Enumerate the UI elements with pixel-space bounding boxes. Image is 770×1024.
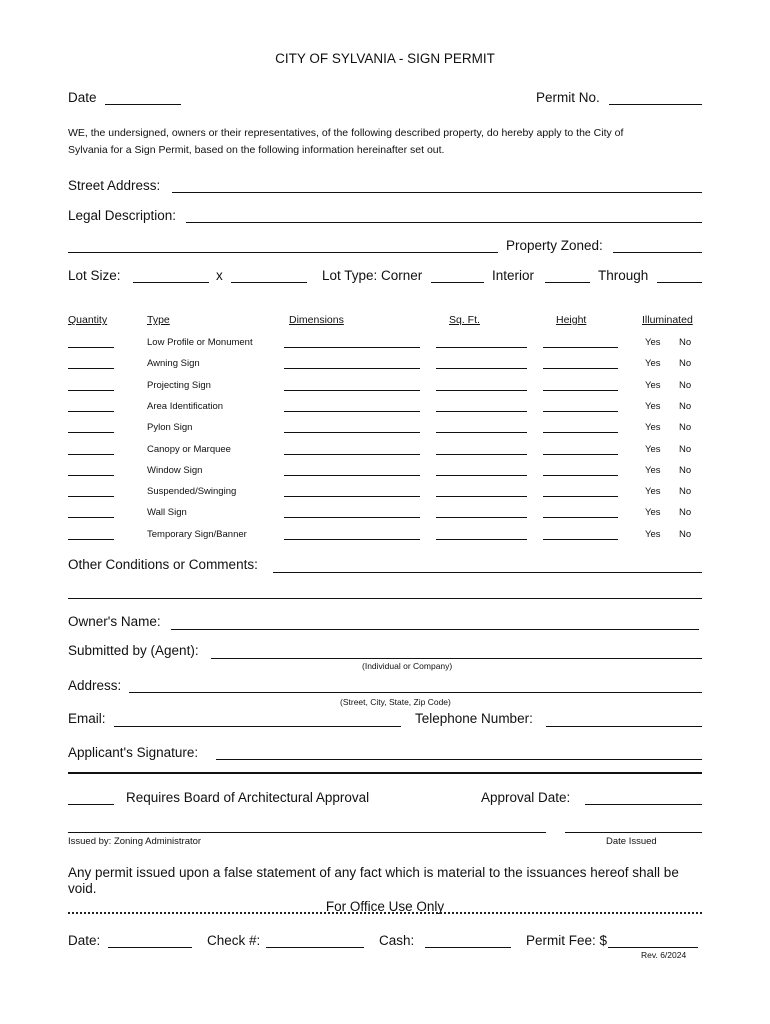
header-dimensions: Dimensions	[289, 314, 344, 326]
illuminated-yes-option[interactable]: Yes	[645, 337, 661, 348]
permit-fee-field[interactable]	[608, 947, 698, 948]
owners-name-field[interactable]	[171, 629, 699, 630]
address-label: Address:	[68, 678, 122, 693]
office-use-heading: For Office Use Only	[325, 899, 445, 914]
illuminated-yes-option[interactable]: Yes	[645, 486, 661, 498]
quantity-field[interactable]	[68, 390, 114, 391]
date-field[interactable]	[105, 104, 181, 105]
board-approval-label: Requires Board of Architectural Approval	[126, 790, 370, 805]
permit-no-field[interactable]	[609, 104, 702, 105]
lot-type-interior-label: Interior	[492, 268, 535, 283]
property-zoned-field[interactable]	[613, 252, 702, 253]
height-field[interactable]	[543, 517, 618, 518]
intro-line-1: WE, the undersigned, owners or their representatives, of the following described property, do hereby apply to the City of	[68, 127, 624, 139]
permit-no-label: Permit No.	[536, 90, 600, 105]
address-note: (Street, City, State, Zip Code)	[340, 697, 451, 707]
quantity-field[interactable]	[68, 517, 114, 518]
height-field[interactable]	[543, 475, 618, 476]
lot-size-x-label: x	[216, 268, 223, 283]
street-address-label: Street Address:	[68, 178, 161, 193]
sq-ft-field[interactable]	[436, 539, 527, 540]
submitted-by-label: Submitted by (Agent):	[68, 643, 199, 658]
lot-size-width-field[interactable]	[133, 282, 209, 283]
illuminated-no-option[interactable]: No	[679, 358, 692, 370]
sign-type-label: Canopy or Marquee	[147, 443, 231, 455]
other-conditions-label: Other Conditions or Comments:	[68, 557, 258, 572]
sign-type-label: Low Profile or Monument	[147, 337, 253, 348]
cash-field[interactable]	[425, 947, 511, 948]
header-height: Height	[556, 314, 587, 326]
quantity-field[interactable]	[68, 411, 114, 412]
illuminated-yes-option[interactable]: Yes	[645, 528, 661, 540]
permit-fee-label: Permit Fee: $	[526, 933, 608, 948]
illuminated-yes-option[interactable]: Yes	[645, 400, 661, 412]
sq-ft-field[interactable]	[436, 496, 527, 497]
email-field[interactable]	[114, 726, 401, 727]
other-conditions-field[interactable]	[273, 572, 702, 573]
lot-type-interior-field[interactable]	[545, 282, 590, 283]
date-issued-label: Date Issued	[606, 836, 657, 847]
sign-type-label: Window Sign	[147, 464, 203, 476]
date-issued-field[interactable]	[565, 832, 702, 833]
illuminated-yes-option[interactable]: Yes	[645, 443, 661, 455]
legal-description-label: Legal Description:	[68, 208, 177, 223]
height-field[interactable]	[543, 432, 618, 433]
individual-company-note: (Individual or Company)	[362, 661, 453, 671]
lot-type-through-label: Through	[598, 268, 649, 283]
illuminated-yes-option[interactable]: Yes	[645, 507, 661, 519]
check-field[interactable]	[266, 947, 364, 948]
sq-ft-field[interactable]	[436, 347, 527, 348]
cash-label: Cash:	[379, 933, 415, 948]
dimensions-field[interactable]	[284, 496, 420, 497]
approval-date-field[interactable]	[585, 804, 702, 805]
illuminated-no-option[interactable]: No	[679, 400, 692, 412]
street-address-field[interactable]	[172, 192, 702, 193]
office-date-field[interactable]	[108, 947, 192, 948]
illuminated-yes-option[interactable]: Yes	[645, 422, 661, 434]
telephone-field[interactable]	[546, 726, 702, 727]
office-use-divider	[68, 912, 702, 914]
dimensions-field[interactable]	[284, 368, 420, 369]
dimensions-field[interactable]	[284, 454, 420, 455]
height-field[interactable]	[543, 390, 618, 391]
sq-ft-field[interactable]	[436, 454, 527, 455]
disclaimer-line-1: Any permit issued upon a false statement of any fact which is material to the issuances hereof shall be	[68, 865, 679, 880]
sq-ft-field[interactable]	[436, 368, 527, 369]
illuminated-no-option[interactable]: No	[679, 379, 692, 391]
lot-type-corner-label: Lot Type: Corner	[322, 268, 423, 283]
legal-description-field[interactable]	[186, 222, 702, 223]
quantity-field[interactable]	[68, 454, 114, 455]
section-divider	[68, 772, 702, 774]
email-label: Email:	[68, 711, 106, 726]
dimensions-field[interactable]	[284, 539, 420, 540]
illuminated-no-option[interactable]: No	[679, 486, 692, 498]
dimensions-field[interactable]	[284, 411, 420, 412]
sq-ft-field[interactable]	[436, 390, 527, 391]
header-type: Type	[147, 314, 170, 326]
header-quantity: Quantity	[68, 314, 108, 326]
illuminated-no-option[interactable]: No	[679, 443, 692, 455]
illuminated-yes-option[interactable]: Yes	[645, 358, 661, 370]
owners-name-label: Owner's Name:	[68, 614, 161, 629]
dimensions-field[interactable]	[284, 347, 420, 348]
illuminated-no-option[interactable]: No	[679, 464, 692, 476]
telephone-label: Telephone Number:	[415, 711, 533, 726]
sign-type-label: Projecting Sign	[147, 379, 211, 391]
sign-type-label: Suspended/Swinging	[147, 486, 237, 498]
sign-type-label: Temporary Sign/Banner	[147, 528, 247, 540]
quantity-field[interactable]	[68, 475, 114, 476]
quantity-field[interactable]	[68, 432, 114, 433]
intro-line-2: Sylvania for a Sign Permit, based on the following information hereinafter set out.	[68, 144, 445, 156]
other-conditions-field-2[interactable]	[68, 598, 702, 599]
dimensions-field[interactable]	[284, 390, 420, 391]
lot-size-label: Lot Size:	[68, 268, 121, 283]
dimensions-field[interactable]	[284, 475, 420, 476]
illuminated-no-option[interactable]: No	[679, 422, 692, 434]
sign-type-label: Wall Sign	[147, 507, 187, 519]
address-field[interactable]	[129, 692, 702, 693]
height-field[interactable]	[543, 539, 618, 540]
issued-by-field[interactable]	[68, 832, 546, 833]
height-field[interactable]	[543, 411, 618, 412]
quantity-field[interactable]	[68, 368, 114, 369]
sq-ft-field[interactable]	[436, 475, 527, 476]
height-field[interactable]	[543, 347, 618, 348]
lot-type-through-field[interactable]	[657, 282, 702, 283]
height-field[interactable]	[543, 496, 618, 497]
height-field[interactable]	[543, 454, 618, 455]
illuminated-no-option[interactable]: No	[679, 337, 692, 348]
quantity-field[interactable]	[68, 496, 114, 497]
submitted-by-field[interactable]	[211, 658, 702, 659]
signature-field[interactable]	[216, 759, 702, 760]
approval-date-label: Approval Date:	[481, 790, 571, 805]
revision-note: Rev. 6/2024	[641, 950, 687, 960]
lot-type-corner-field[interactable]	[431, 282, 484, 283]
check-label: Check #:	[207, 933, 261, 948]
sign-type-label: Awning Sign	[147, 358, 200, 370]
office-date-label: Date:	[68, 933, 101, 948]
issued-by-label: Issued by: Zoning Administrator	[68, 836, 202, 847]
date-label: Date	[68, 90, 97, 105]
height-field[interactable]	[543, 368, 618, 369]
page-title: CITY OF SYLVANIA - SIGN PERMIT	[275, 51, 495, 66]
lot-size-depth-field[interactable]	[231, 282, 307, 283]
board-approval-field[interactable]	[68, 804, 114, 805]
disclaimer-line-2: void.	[68, 881, 97, 896]
sq-ft-field[interactable]	[436, 517, 527, 518]
sq-ft-field[interactable]	[436, 432, 527, 433]
illuminated-no-option[interactable]: No	[679, 507, 692, 519]
illuminated-no-option[interactable]: No	[679, 528, 692, 540]
header-illuminated: Illuminated	[642, 314, 693, 326]
sign-type-label: Area Identification	[147, 400, 224, 412]
illuminated-yes-option[interactable]: Yes	[645, 464, 661, 476]
quantity-field[interactable]	[68, 347, 114, 348]
sign-type-label: Pylon Sign	[147, 422, 193, 434]
sq-ft-field[interactable]	[436, 411, 527, 412]
illuminated-yes-option[interactable]: Yes	[645, 379, 661, 391]
property-zoned-label: Property Zoned:	[506, 238, 603, 253]
legal-description-field-2[interactable]	[68, 252, 498, 253]
quantity-field[interactable]	[68, 539, 114, 540]
dimensions-field[interactable]	[284, 517, 420, 518]
signature-label: Applicant's Signature:	[68, 745, 199, 760]
header-sq-ft: Sq. Ft.	[449, 314, 480, 326]
dimensions-field[interactable]	[284, 432, 420, 433]
